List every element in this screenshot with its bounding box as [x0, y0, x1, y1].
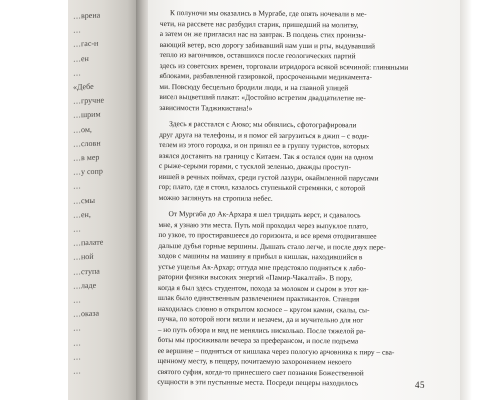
text-line: шлак было единственным развлечением практикантов. Станция — [157, 292, 360, 304]
text-line: зависимости Таджикистана!» — [159, 102, 253, 113]
page-edge — [460, 0, 472, 400]
text-line: телем из этого городка, и он принял ее в группу туристов, которых — [159, 139, 370, 151]
text-line: ее вершине – подняться от кишлака через пологую арчовника к пиру – сва- — [157, 345, 395, 357]
text-line: можно заглянуть на стропила небес. — [158, 192, 273, 203]
left-page-line: …ом, — [73, 124, 92, 135]
text-line: От Мургаба до Ак-Архара я шел тридцать верст, и сдавалось — [168, 209, 361, 220]
page-number: 45 — [415, 380, 425, 390]
left-page-line: …ен, — [73, 209, 91, 220]
text-line: друг друга на телефоны, и я помог ей загрузиться в джип – с води- — [159, 129, 370, 140]
text-line: тепло из вагончиков, оставшихся после геологических партий — [159, 49, 356, 61]
left-page-text — [73, 6, 138, 378]
text-line: боты мы просиживали вечера за преферансом, и после подъема — [157, 334, 359, 346]
left-page-line: … — [73, 224, 81, 234]
text-line: святого суфия, когда-то принесшего свет познания Божественной — [157, 366, 364, 377]
text-line: ми. Повсюду бесцельно бродили люди, и на главной улицей — [159, 81, 349, 92]
left-page-line: …в мер — [73, 152, 100, 163]
text-line: висел выцветший плакат: «Достойно встретим двадцатилетие не- — [159, 91, 366, 103]
left-page-line: …ен — [73, 53, 89, 64]
left-page-line: …ладе — [73, 280, 97, 291]
paragraph — [159, 8, 450, 115]
left-page-line: …шрим — [73, 110, 101, 120]
text-line: – но путь обзора и вид не менялись нисколько. После тяжелой ра- — [157, 324, 366, 335]
text-line: чети, на рассвете нас разбудил старик, пришедший на молитву, — [159, 18, 359, 29]
text-line: гор; плато, где я стоял, казалось ступенькой стремянки, с которой — [158, 181, 366, 193]
text-line: а затем он же пригласил нас на завтрак. В полдень стих пронизы- — [159, 28, 367, 40]
text-line: ившей в речных поймах, среди густой лазури, окаймленной парусами — [158, 171, 379, 183]
text-line: по узкое, то простиравшееся до горизонта, и все время отодвигавшее — [158, 229, 377, 241]
left-page-line: … — [73, 337, 81, 348]
left-page-line: …ной — [73, 252, 94, 263]
left-page-line: …оказа — [73, 308, 100, 319]
text-line: устье ущелья Ак-Архар; оттуда мне предстояло подняться к лабо- — [158, 261, 366, 272]
left-page-line: … — [73, 352, 81, 362]
left-page-line: … — [73, 181, 81, 192]
text-line: с рыже-серыми горами, с тусклой зеленью, дважды проступ- — [158, 160, 352, 172]
text-line: ратории физики высоких энергий «Памир-Чакалтай». В пору, — [158, 271, 353, 283]
left-page-line: …вренa — [73, 10, 101, 21]
text-line: ходов с машины на машину я прибыл в кишлак, находившийся в — [158, 250, 363, 262]
text-line: щенному месту, в пещеру, почитаемую захоронением некоего — [157, 355, 352, 367]
left-page — [68, 0, 138, 400]
text-line: пучка, по которой ноги вязли и незачем, да и мучительно для ног — [157, 313, 364, 325]
left-page-line: …словн — [73, 138, 101, 149]
text-line: мне, я узнаю эти места. Путь мой проходил через выпуклое плато, — [158, 219, 369, 230]
paragraph — [159, 119, 450, 205]
page-body — [157, 8, 450, 390]
paragraph — [157, 209, 448, 390]
text-line: находилась словно в открытом космосе – кругом камни, скалы, сы- — [157, 303, 370, 314]
left-page-line: …гас-н — [73, 39, 99, 49]
left-page-line: … — [73, 68, 81, 78]
text-line: дальше дубья горные вершины. Дышать стало легче, и после двух пере- — [158, 240, 386, 252]
text-line: вающий ветер, всю дорогу забивавший нам уши и рты, выдувавший — [159, 39, 376, 51]
text-line: когда я был здесь студентом, похода за молоком и сыром в этот ки- — [158, 282, 369, 293]
text-line: К полуночи мы оказались в Мургабе, где опять ночевали в ме- — [169, 8, 367, 19]
right-page — [148, 0, 462, 400]
left-page-line: «Дебе — [73, 81, 94, 92]
text-line: взялся доставить на границу с Китаем. Так я остался один на одном — [158, 150, 374, 161]
left-page-line: … — [73, 295, 81, 305]
left-page-line: … — [73, 366, 81, 376]
left-page-line: …гручне — [73, 95, 105, 106]
text-line: здесь из советских времен, торговали втридорога всякой всячиной: глиняными — [159, 60, 409, 72]
left-page-line: … — [73, 25, 81, 35]
left-page-line: …ступа — [73, 266, 100, 277]
left-page-line: …смы — [73, 195, 95, 206]
text-line: Здесь я расстался с Аюко; мы обнялись, сфотографировали — [169, 119, 357, 130]
left-page-line: …палате — [73, 237, 104, 248]
text-line: сущности в эти пустынные места. Посреди пещеры находилось — [157, 376, 359, 388]
text-line: яблоками, разбавленной газировкой, просроченными медикамента- — [159, 70, 373, 82]
left-page-line: …у сопр — [73, 166, 103, 177]
left-page-line: … — [73, 323, 81, 334]
